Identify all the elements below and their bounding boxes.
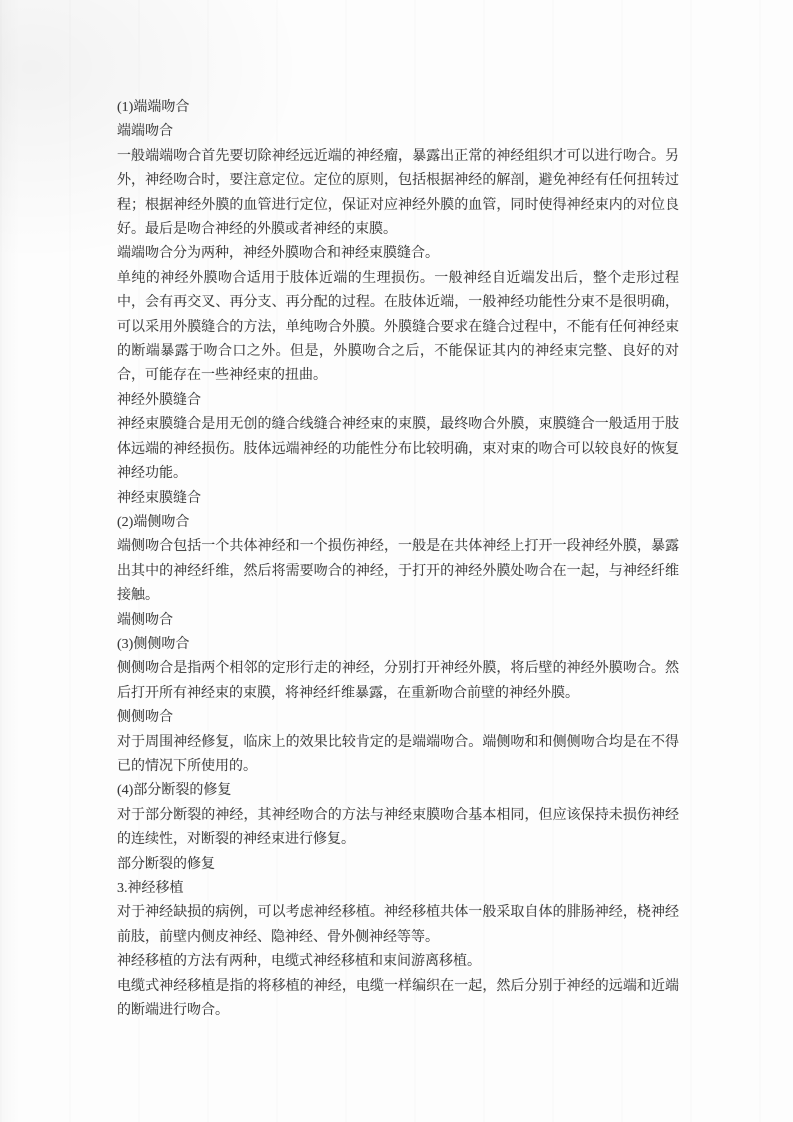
body-paragraph: 对于部分断裂的神经，其神经吻合的方法与神经束膜吻合基本相同，但应该保持未损伤神经的连续性，对断裂的神经束进行修复。 [117,807,679,848]
body-paragraph: 端侧吻合包括一个共体神经和一个损伤神经，一般是在共体神经上打开一段神经外膜，暴露出其中的神经纤维，然后将需要吻合的神经，于打开的神经外膜处吻合在一起，与神经纤维接触。 [117,539,679,604]
section-heading: (1)端端吻合 [117,100,190,115]
text-label-line: 部分断裂的修复 [117,856,215,872]
page-text-block [117,96,679,1023]
text-label-line: 侧侧吻合 [117,710,173,726]
body-paragraph: 对于周围神经修复，临床上的效果比较肯定的是端端吻合。端侧吻和和侧侧吻合均是在不得已的情况下所使用的。 [117,734,679,774]
text-label-line: 神经束膜缝合 [117,490,201,506]
section-heading: 3.神经移植 [117,881,184,896]
body-paragraph: 神经束膜缝合是用无创的缝合线缝合神经束的束膜，最终吻合外膜，束膜缝合一般适用于肢体远端的神经损伤。肢体远端神经的功能性分布比较明确，束对束的吻合可以较良好的恢复神经功能。 [117,417,679,482]
body-paragraph: 神经移植的方法有两种，电缆式神经移植和束间游离移植。 [117,954,481,970]
section-heading: (4)部分断裂的修复 [117,783,232,799]
text-label-line: 神经外膜缝合 [117,392,201,408]
body-paragraph: 端端吻合分为两种，神经外膜吻合和神经束膜缝合。 [117,246,439,262]
body-paragraph: 对于神经缺损的病例，可以考虑神经移植。神经移植共体一般采取自体的腓肠神经，桡神经前肢，前壁内侧皮神经、隐神经、骨外侧神经等等。 [117,905,679,945]
body-paragraph: 电缆式神经移植是指的将移植的神经，电缆一样编织在一起，然后分别于神经的远端和近端的断端进行吻合。 [117,978,679,1019]
section-heading: (3)侧侧吻合 [117,636,190,652]
body-paragraph: 侧侧吻合是指两个相邻的定形行走的神经，分别打开神经外膜，将后壁的神经外膜吻合。然后打开所有神经束的束膜，将神经纤维暴露，在重新吻合前壁的神经外膜。 [117,661,679,701]
text-label-line: 端端吻合 [117,124,173,140]
body-paragraph: 单纯的神经外膜吻合适用于肢体近端的生理损伤。一般神经自近端发出后，整个走形过程中，会有再交叉、再分支、再分配的过程。在肢体近端，一般神经功能性分束不是很明确，可以采用外膜缝合的方法，单纯吻合外膜。外膜缝合要求在缝合过程中，不能有任何神经束的断端暴露于吻合口之外。但是，外膜吻合之后，不能保证其内的神经束完整、良好的对合，可能存在一些神经束的扭曲。 [117,270,679,384]
body-paragraph: 一般端端吻合首先要切除神经远近端的神经瘤，暴露出正常的神经组织才可以进行吻合。另外，神经吻合时，要注意定位。定位的原则，包括根据神经的解剖，避免神经有任何扭转过程；根据神经外膜的血管进行定位，保证对应神经外膜的血管，同时使得神经束内的对位良好。最后是吻合神经的外膜或者神经的束膜。 [117,148,679,238]
text-label-line: 端侧吻合 [117,612,173,628]
section-heading: (2)端侧吻合 [117,514,190,530]
